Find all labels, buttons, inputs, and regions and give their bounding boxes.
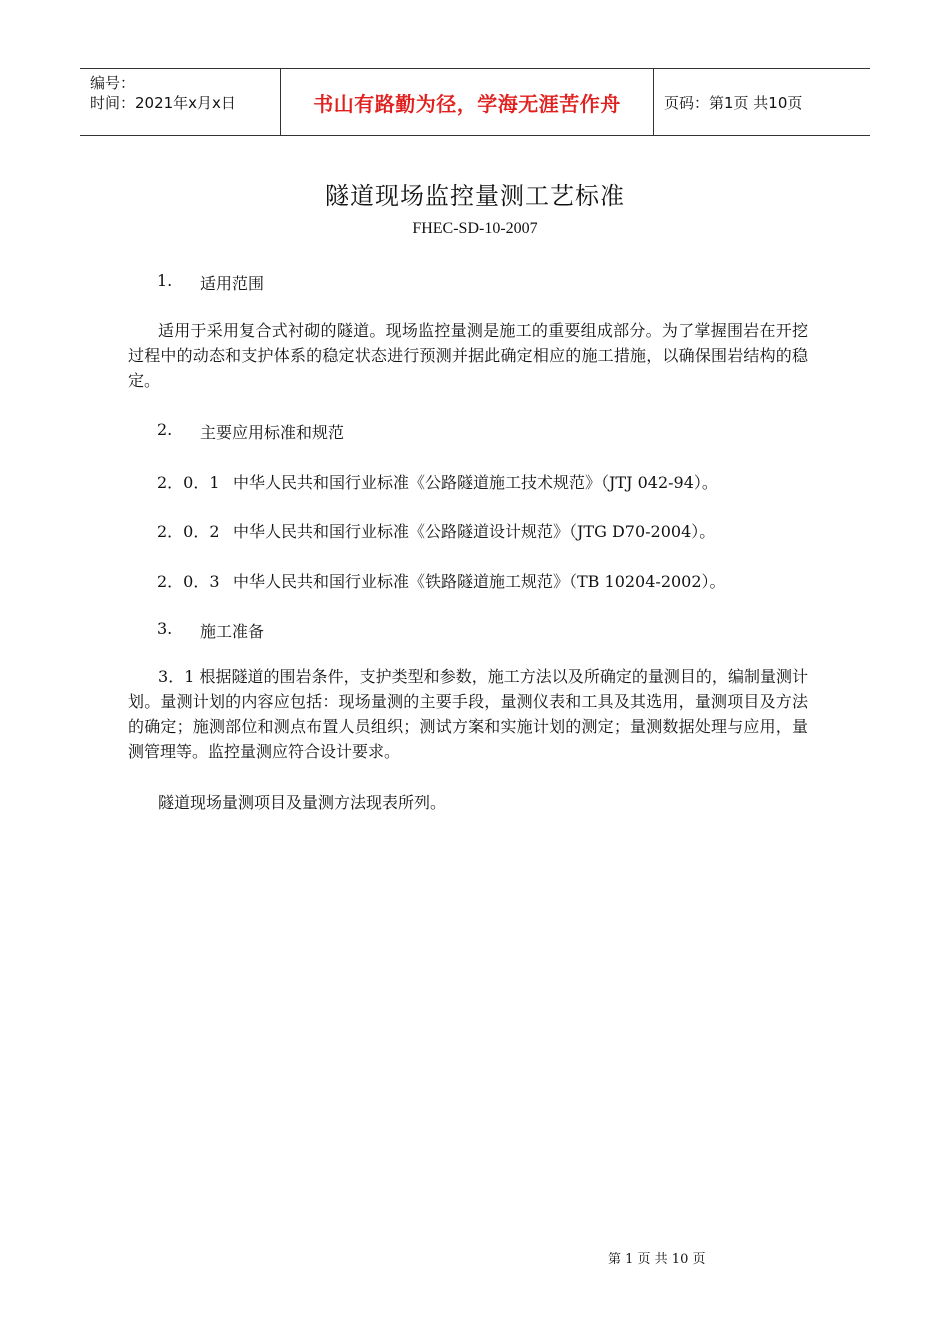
document-title: 隧道现场监控量测工艺标准 [325,182,625,210]
section-2-item-2-text: 中华人民共和国行业标准《公路隧道设计规范》（JTG D70-2004）。 [233,522,716,541]
section-2-number: 2. [157,420,173,439]
header-motto: 书山有路勤为径，学海无涯苦作舟 [281,69,654,135]
section-1-number: 1. [157,271,173,290]
header-page-info: 页码：第1页 共10页 [664,93,803,112]
header-meta-cell [80,69,281,135]
section-3-paragraph-2: 隧道现场量测项目及量测方法现表所列。 [158,793,447,812]
section-3-heading: 施工准备 [200,622,265,641]
document-code: FHEC-SD-10-2007 [412,220,538,237]
section-2-item-1-number: 2．0．1 [157,473,220,492]
section-2-item-3-number: 2．0．3 [157,572,220,591]
header-table [80,68,870,136]
section-2-heading: 主要应用标准和规范 [200,423,345,442]
section-2-item-2-number: 2．0．2 [157,522,220,541]
section-1-heading: 适用范围 [200,274,265,293]
page-footer: 第 1 页 共 10 页 [608,1252,706,1267]
section-3-paragraph-1: 3．1 根据隧道的围岩条件，支护类型和参数，施工方法以及所确定的量测目的，编制量测计划。量测计划的内容应包括：现场量测的主要手段，量测仪表和工具及其选用，量测项目及方法的确定；施测部位和测点布置人员组织；测试方案和实施计划的测定；量测数据处理与应用，量测管理等。监控量测应符合设计要求。 [128,667,808,761]
time-label: 时间：2021年x月x日 [90,94,236,112]
section-3-number: 3. [157,619,173,638]
section-1-paragraph: 适用于采用复合式衬砌的隧道。现场监控量测是施工的重要组成部分。为了掌握围岩在开挖过程中的动态和支护体系的稳定状态进行预测并据此确定相应的施工措施，以确保围岩结构的稳定。 [128,321,808,390]
number-label: 编号： [90,74,136,92]
section-2-item-1-text: 中华人民共和国行业标准《公路隧道施工技术规范》（JTJ 042-94）。 [233,473,718,492]
section-2-item-3-text: 中华人民共和国行业标准《铁路隧道施工规范》（TB 10204-2002）。 [233,572,726,591]
